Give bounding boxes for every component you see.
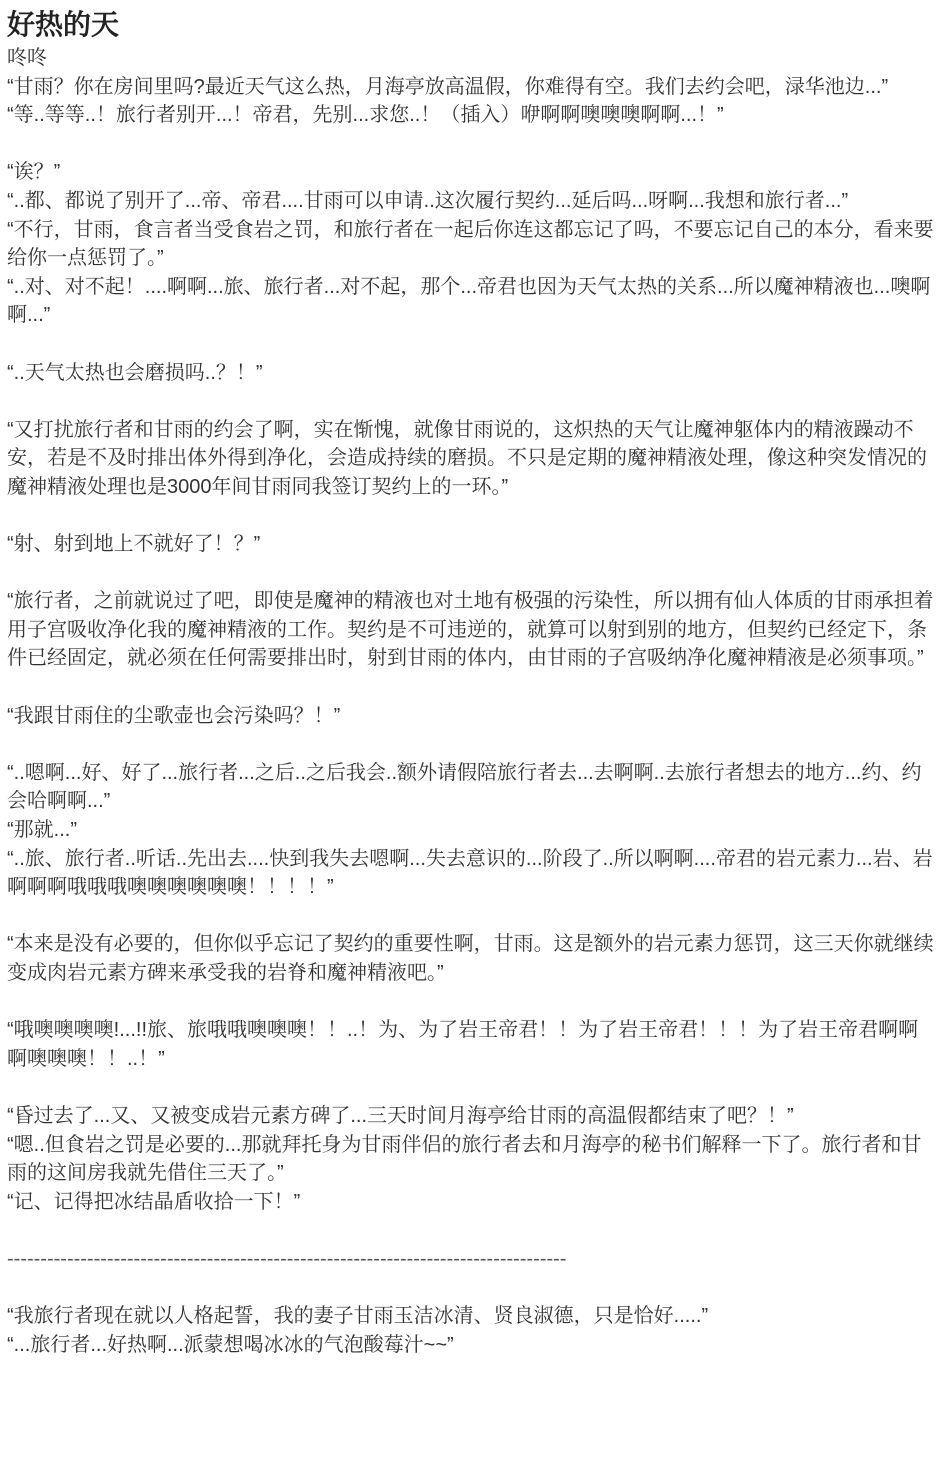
blank-line [7, 673, 936, 702]
paragraph: “..都、都说了别开了...帝、帝君....甘雨可以申请..这次履行契约...延后吗...呀啊...我想和旅行者...” [7, 189, 849, 212]
paragraph: “..对、对不起！....啊啊...旅、旅行者...对不起，那个...帝君也因为天气太热的关系...所以魔神精液也...噢啊啊...” [7, 275, 931, 327]
page-title: 好热的天 [7, 9, 120, 40]
paragraph: “...旅行者...好热啊...派蒙想喝冰冰的气泡酸莓汁~~” [7, 1333, 454, 1356]
paragraph: 咚咚 [7, 47, 47, 69]
blank-line [7, 730, 936, 759]
paragraph: “那就...” [7, 819, 77, 842]
paragraph: “..嗯啊...好、好了...旅行者...之后..之后我会..额外请假陪旅行者去...去啊啊..去旅行者想去的地方...约、约会哈啊啊...” [7, 761, 922, 813]
paragraph: “诶？” [7, 161, 61, 184]
blank-line [7, 330, 936, 359]
paragraph: “本来是没有必要的，但你似乎忘记了契约的重要性啊，甘雨。这是额外的岩元素力惩罚，这三天你就继续变成肉岩元素方碑来承受我的岩脊和魔神精液吧。” [7, 933, 934, 984]
paragraph: “不行，甘雨，食言者当受食岩之罚，和旅行者在一起后你连这都忘记了吗，不要忘记自己的本分，看来要给你一点惩罚了。” [7, 218, 934, 270]
paragraph: “我旅行者现在就以人格起誓，我的妻子甘雨玉洁冰清、贤良淑德，只是恰好.....” [7, 1305, 709, 1328]
paragraph: “..天气太热也会磨损吗..？！” [7, 361, 263, 384]
blank-line [7, 1216, 936, 1245]
paragraph: “昏过去了...又、又被变成岩元素方碑了...三天时间月海亭给甘雨的高温假都结束了吧？！” [7, 1104, 794, 1127]
article-body [0, 44, 944, 1359]
blank-line [7, 1274, 936, 1303]
paragraph: “记、记得把冰结晶盾收拾一下！” [7, 1190, 301, 1213]
paragraph: “我跟甘雨住的尘歌壶也会污染吗？！” [7, 704, 341, 727]
paragraph: “..旅、旅行者..听话..先出去....快到我失去嗯啊...失去意识的...阶段了..所以啊啊....帝君的岩元素力...岩、岩啊啊啊哦哦哦噢噢噢噢噢噢！！！！” [7, 847, 933, 899]
paragraph: “又打扰旅行者和甘雨的约会了啊，实在惭愧，就像甘雨说的，这炽热的天气让魔神躯体内的精液躁动不安，若是不及时排出体外得到净化，会造成持续的磨损。不只是定期的魔神精液处理，像这种突发情况的魔神精液处理也是3000年间甘雨同我签订契约上的一环。” [7, 418, 927, 498]
blank-line [7, 130, 936, 159]
paragraph: “甘雨？你在房间里吗?最近天气这么热，月海亭放高温假，你难得有空。我们去约会吧，渌华池边...” [7, 75, 889, 98]
paragraph: “旅行者，之前就说过了吧，即使是魔神的精液也对土地有极强的污染性，所以拥有仙人体质的甘雨承担着用子宫吸收净化我的魔神精液的工作。契约是不可违逆的，就算可以射到别的地方，但契约已经定下，条件已经固定，就必须在任何需要排出时，射到甘雨的体内，由甘雨的子宫吸纳净化魔神精液是必须事项。” [7, 590, 934, 670]
divider-line: ------------------------------------------------------------------------------------ [7, 1247, 567, 1270]
paragraph: “哦噢噢噢噢!...!!旅、旅哦哦噢噢噢！！..！为、为了岩王帝君！！为了岩王帝君！！！为了岩王帝君啊啊啊噢噢噢！！..！” [7, 1019, 919, 1070]
paragraph: “射、射到地上不就好了！？” [7, 533, 261, 556]
paragraph: “等..等等..！旅行者别开...！帝君，先别...求您..！（插入）咿啊啊噢噢噢啊啊...！” [7, 104, 724, 127]
blank-line [7, 902, 936, 931]
blank-line [7, 1073, 936, 1102]
blank-line [7, 387, 936, 416]
paragraph: “嗯..但食岩之罚是必要的...那就拜托身为甘雨伴侣的旅行者去和月海亭的秘书们解释一下了。旅行者和甘雨的这间房我就先借住三天了。” [7, 1133, 922, 1185]
blank-line [7, 559, 936, 588]
blank-line [7, 502, 936, 531]
blank-line [7, 988, 936, 1017]
